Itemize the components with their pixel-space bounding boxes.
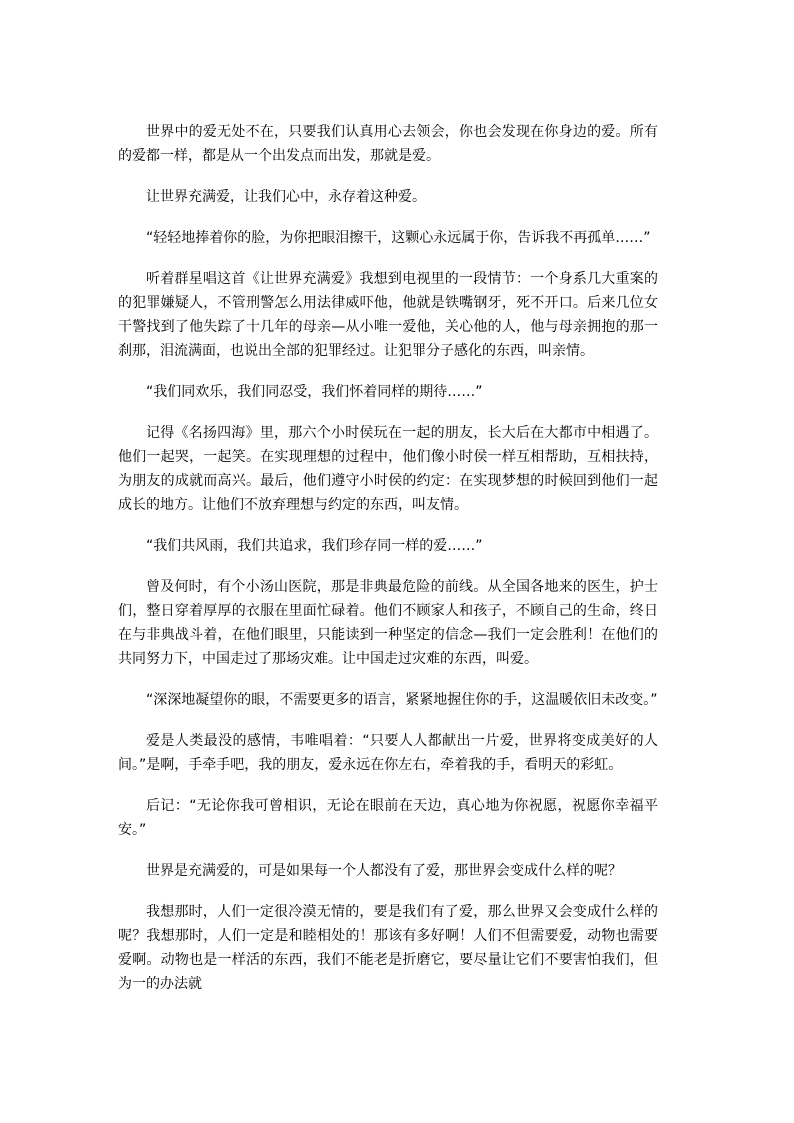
paragraph-12: 世界是充满爱的，可是如果每一个人都没有了爱，那世界会变成什么样的呢？ (146, 863, 622, 879)
paragraph-3: “轻轻地捧着你的脸，为你把眼泪擦干，这颗心永远属于你，告诉我不再孤单……” (146, 230, 651, 246)
paragraph-13: 我想那时，人们一定很冷漠无情的，要是我们有了爱，那么世界又会变成什么样的呢？我想那时，人们一定是和睦相处的！那该有多好啊！人们不但需要爱，动物也需要爱啊。动物也是一样活的东西，我们不能老是折磨它，要尽量让它们不要害怕我们，但为一的办法就 (118, 904, 658, 992)
paragraph-10: 爱是人类最没的感情，韦唯唱着：“只要人人都献出一片爱，世界将变成美好的人间。”是啊，手牵手吧，我的朋友，爱永远在你左右，牵着我的手，看明天的彩虹。 (118, 733, 658, 773)
paragraph-6: 记得《名扬四海》里，那六个小时侯玩在一起的朋友，长大后在大都市中相遇了。他们一起哭，一起笑。在实现理想的过程中，他们像小时侯一样互相帮助，互相扶持，为朋友的成就而高兴。最后，他们遵守小时侯的约定：在实现梦想的时候回到他们一起成长的地方。让他们不放弃理想与约定的东西，叫友情。 (118, 425, 658, 513)
paragraph-9: “深深地凝望你的眼，不需要更多的语言，紧紧地握住你的手，这温暖依旧未改变。” (146, 692, 658, 708)
paragraph-8: 曾及何时，有个小汤山医院，那是非典最危险的前线。从全国各地来的医生，护士们，整日穿着厚厚的衣服在里面忙碌着。他们不顾家人和孩子，不顾自己的生命，终日在与非典战斗着，在他们眼里，只能读到一种坚定的信念—我们一定会胜利！在他们的共同努力下，中国走过了那场灾难。让中国走过灾难的东西，叫爱。 (118, 579, 658, 667)
paragraph-11: 后记：“无论你我可曾相识，无论在眼前在天边，真心地为你祝愿，祝愿你幸福平安。” (118, 798, 658, 838)
paragraph-2: 让世界充满爱，让我们心中，永存着这种爱。 (146, 189, 426, 205)
document-page (118, 120, 658, 1013)
paragraph-1: 世界中的爱无处不在，只要我们认真用心去领会，你也会发现在你身边的爱。所有的爱都一样，都是从一个出发点而出发，那就是爱。 (118, 124, 658, 164)
paragraph-7: “我们共风雨，我们共追求，我们珍存同一样的爱……” (146, 538, 483, 554)
paragraph-5: “我们同欢乐，我们同忍受，我们怀着同样的期待……” (146, 384, 483, 400)
paragraph-4: 听着群星唱这首《让世界充满爱》我想到电视里的一段情节：一个身系几大重案的的犯罪嫌疑人，不管刑警怎么用法律威吓他，他就是铁嘴钢牙，死不开口。后来几位女干警找到了他失踪了十几年的母亲—从小唯一爱他，关心他的人，他与母亲拥抱的那一刹那，泪流满面，也说出全部的犯罪经过。让犯罪分子感化的东西，叫亲情。 (118, 271, 658, 359)
